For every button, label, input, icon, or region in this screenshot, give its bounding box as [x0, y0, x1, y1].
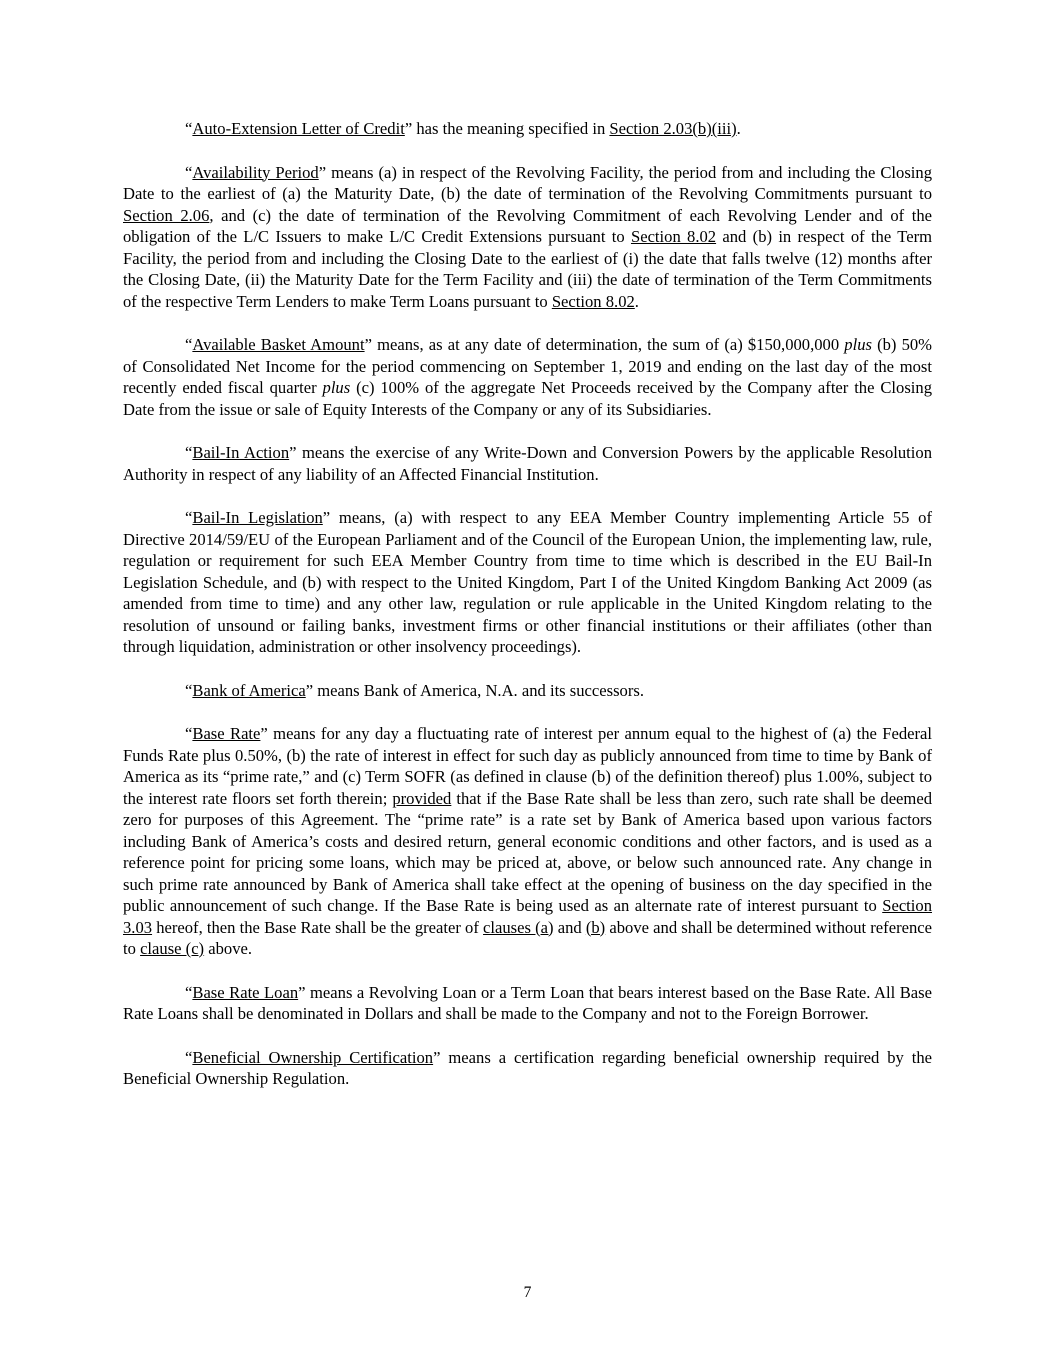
underlined-text: Bail-In Legislation [192, 508, 323, 527]
paragraph [123, 507, 932, 658]
text-run: “ [185, 1047, 193, 1067]
underlined-text: (b) [585, 917, 606, 937]
text-run: . [634, 291, 639, 311]
text-run: ” means for any day a fluctuating rate of interest per annum equal to the highest of (a) the Federal Funds Rate plus 0.50%, (b) the rate of interest in effect for such day as publicly announced from time to time by Bank of America as its “prime rate,” and (c) Term SOFR (as defined in clause (b) of the definition thereof) plus 1.00%, subject to the interest rate floors set forth therein; [123, 724, 932, 808]
italic-text: plus [844, 335, 872, 354]
paragraph [123, 723, 932, 960]
underlined-text: clause (c) [140, 939, 205, 958]
text-run: and [553, 917, 586, 937]
text-run: (b) 50% of Consolidated Net Income for the period commencing on September 1, 2019 and ending on the last day of the most recently ended fiscal quarter [123, 335, 933, 397]
text-run: ” means, as at any date of determination, the sum of (a) $150,000,000 [364, 335, 845, 354]
text-run: ” means, (a) with respect to any EEA Member Country implementing Article 55 of Directive 2014/59/EU of the European Parliament and of the Council of the European Union, the implementing law, rule, regulation or requirement for such EEA Member Country from time to time which is described in the EU Bail-In Legislation Schedule, and (b) with respect to the United Kingdom, Part I of the United Kingdom Banking Act 2009 (as amended from time to time) and any other law, regulation or rule applicable in the United Kingdom relating to the resolution of unsound or failing banks, investment firms or other financial institutions or their affiliates (other than through liquidation, administration or other insolvency proceedings). [123, 508, 932, 656]
paragraph [123, 118, 932, 140]
underlined-text: Bail-In Action [192, 443, 290, 462]
text-run: that if the Base Rate shall be less than zero, such rate shall be deemed zero for purposes of this Agreement. The “prime rate” is a rate set by Bank of America based upon various factors including Bank of America’s costs and desired return, general economic conditions and other factors, and is used as a reference point for pricing some loans, which may be priced at, above, or below such announced rate. Any change in such prime rate announced by Bank of America shall take effect at the opening of business on the day specified in the public announcement of such change. If the Base Rate is being used as an alternate rate of interest pursuant to [123, 788, 932, 915]
document-body [123, 118, 932, 1090]
underlined-text: Base Rate [192, 724, 261, 743]
underlined-text: Section 2.06 [123, 205, 210, 225]
text-run: (c) 100% of the aggregate Net Proceeds received by the Company after the Closing Date from the issue or sale of Equity Interests of the Company or any of its Subsidiaries. [123, 378, 932, 419]
text-run: “ [185, 119, 193, 138]
text-run: , and (c) the date of termination of the Revolving Commitment of each Revolving Lender and of the obligation of the L/C Issuers to make L/C Credit Extensions pursuant to [123, 205, 932, 246]
text-run: ” means the exercise of any Write-Down and Conversion Powers by the applicable Resolution Authority in respect of any liability of an Affected Financial Institution. [123, 443, 932, 484]
underlined-text: Base Rate Loan [192, 982, 299, 1002]
paragraph [123, 442, 932, 485]
paragraph [123, 1047, 932, 1090]
underlined-text: clauses (a) [483, 917, 554, 937]
paragraph [123, 334, 932, 420]
text-run: ” has the meaning specified in [404, 119, 610, 138]
underlined-text: Section 2.03(b)(iii) [609, 119, 737, 138]
text-run: hereof, then the Base Rate shall be the greater of [152, 917, 484, 937]
text-run: “ [185, 724, 193, 743]
text-run: “ [185, 982, 193, 1002]
text-run: “ [185, 162, 193, 182]
text-run: “ [185, 443, 193, 462]
page-number: 7 [523, 1283, 532, 1301]
text-run: ” means a Revolving Loan or a Term Loan that bears interest based on the Base Rate. All Base Rate Loans shall be denominated in Dollars and shall be made to the Company and not to the Foreign Borrower. [123, 982, 932, 1023]
underlined-text: provided [392, 788, 452, 808]
text-run: . [736, 119, 741, 138]
text-run: and (b) in respect of the Term Facility, the period from and including the Closing Date to the earliest of (i) the date that falls twelve (12) months after the Closing Date, (ii) the Maturity Date for the Term Facility and (iii) the date of termination of the Term Commitments of the respective Term Lenders to make Term Loans pursuant to [123, 227, 933, 311]
underlined-text: Section 8.02 [551, 291, 635, 311]
text-run: ” means a certification regarding beneficial ownership required by the Beneficial Ownership Regulation. [123, 1047, 932, 1088]
text-run: ” means Bank of America, N.A. and its successors. [305, 680, 644, 700]
text-run: “ [185, 508, 193, 527]
text-run: above. [204, 939, 253, 958]
underlined-text: Bank of America [192, 680, 306, 700]
paragraph [123, 162, 932, 313]
page-number-footer [0, 1282, 1055, 1304]
italic-text: plus [322, 378, 351, 397]
text-run: above and shall be determined without reference to [123, 917, 932, 958]
text-run: “ [185, 680, 193, 700]
underlined-text: Availability Period [192, 162, 319, 182]
underlined-text: Section 3.03 [123, 896, 932, 937]
text-run: ” means (a) in respect of the Revolving Facility, the period from and including the Closing Date to the earliest of (a) the Maturity Date, (b) the date of termination of the Revolving Commitments pursuant to [123, 162, 932, 203]
paragraph [123, 982, 932, 1025]
text-run: “ [185, 335, 193, 354]
underlined-text: Auto-Extension Letter of Credit [192, 119, 405, 138]
paragraph [123, 680, 932, 702]
underlined-text: Available Basket Amount [192, 335, 365, 354]
underlined-text: Section 8.02 [630, 227, 717, 246]
underlined-text: Beneficial Ownership Certification [192, 1047, 434, 1067]
